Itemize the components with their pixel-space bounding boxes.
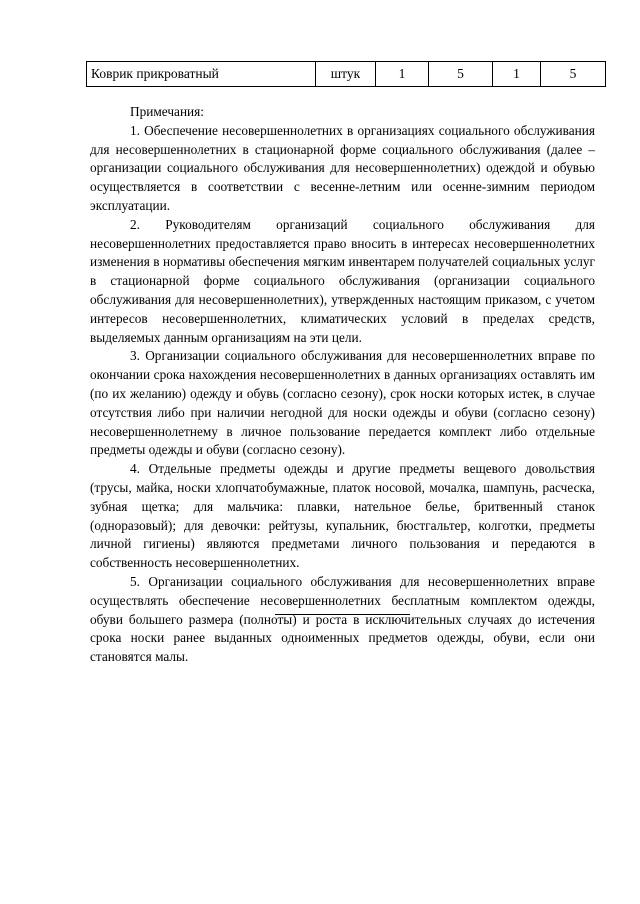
notes-heading: Примечания: [130, 104, 204, 119]
value-cell: 1 [376, 62, 429, 87]
note-paragraph: 4. Отдельные предметы одежды и другие предметы вещевого довольствия (трусы, майка, носки хлопчатобумажные, платок носовой, мочалка, шампунь, расческа, зубная щетка; для мальчика: плавки, нательное белье, бритвенный станок (одноразовый); для девочки: рейтузы, купальник, бюстгальтер, колготки, предметы личной гигиены) являются предметами личного пользования и передаются в собственность несовершеннолетних. [90, 461, 595, 571]
note-paragraph: 5. Организации социального обслуживания для несовершеннолетних вправе осуществлять обеспечение несовершеннолетних бесплатным комплектом одежды, обуви большего размера (полноты) и роста в исключительных случаях до истечения срока носки ранее выданных одноименных предметов одежды, обуви, если они становятся малы. [90, 573, 595, 665]
note-paragraph: 2. Руководителям организаций социального обслуживания для несовершеннолетних предоставляется право вносить в интересах несовершеннолетних изменения в нормативы обеспечения мягким инвентарем получателей социальных услуг в стационарной форме социального обслуживания (организации социального обслуживания для несовершеннолетних), утвержденных настоящим приказом, с учетом интересов несовершеннолетних, климатических условий в пределах средств, выделяемых данным организациям на эти цели. [90, 216, 595, 345]
table-row [87, 62, 606, 87]
notes-section [90, 103, 595, 667]
item-name-cell: Коврик прикроватный [87, 62, 316, 87]
value-cell: 5 [429, 62, 493, 87]
end-divider [275, 614, 410, 615]
value-cell: 5 [541, 62, 606, 87]
note-paragraph: 1. Обеспечение несовершеннолетних в организациях социального обслуживания для несовершеннолетних в стационарной форме социального обслуживания (далее – организации социального обслуживания для несовершеннолетних) одеждой и обувью осуществляется в соответствии с весенне-летним или осенне-зимним периодом эксплуатации. [90, 122, 595, 213]
unit-cell: штук [316, 62, 376, 87]
norms-table [86, 61, 606, 87]
note-paragraph: 3. Организации социального обслуживания для несовершеннолетних вправе по окончании срока нахождения несовершеннолетних в данных организациях оставлять им (по их желанию) одежду и обувь (согласно сезону), срок носки которых истек, в случае отсутствия либо при наличии негодной для носки одежды и обуви (согласно сезону) несовершеннолетнему в личное пользование передается комплект либо отдельные предметы одежды и обуви (согласно сезону). [90, 348, 595, 458]
value-cell: 1 [493, 62, 541, 87]
